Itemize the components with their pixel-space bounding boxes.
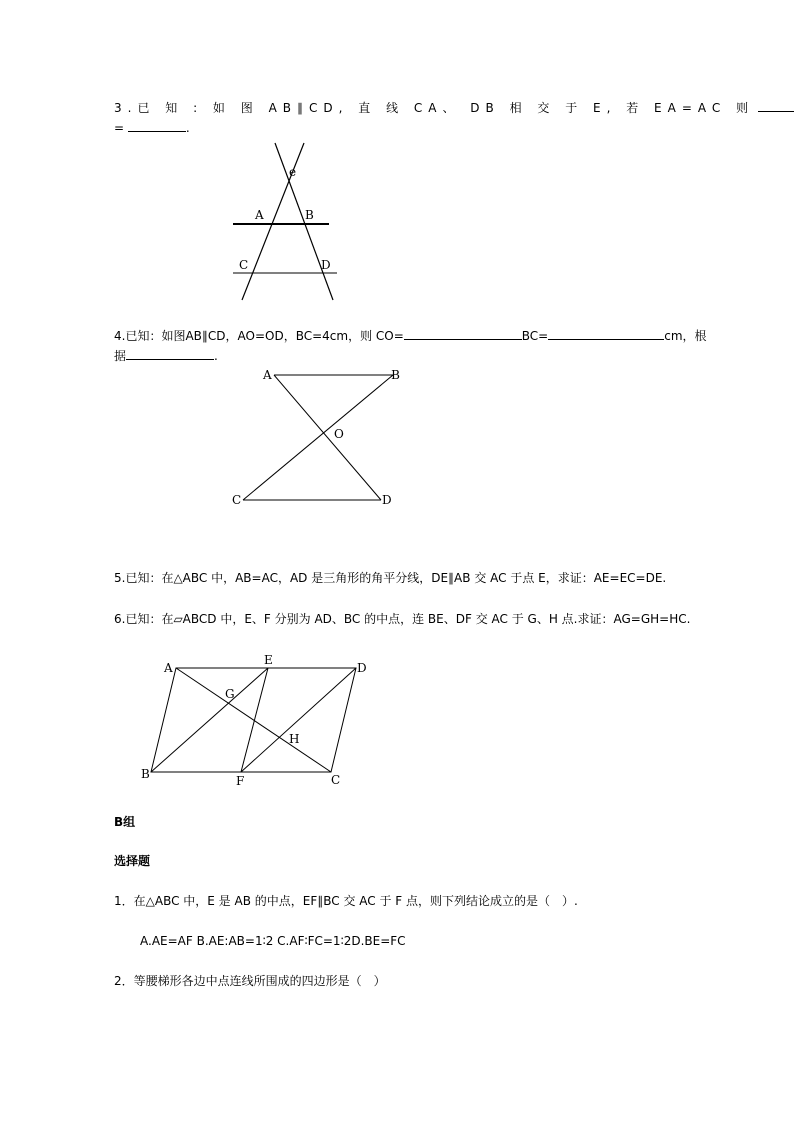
label-b: B [391,368,400,382]
label-h: H [289,732,300,746]
line-ac [176,668,331,772]
line-ad [274,375,381,500]
mc2-question: 2．等腰梯形各边中点连线所围成的四边形是（ ） [114,974,386,988]
q3-blank-2[interactable] [128,119,186,132]
q4-line2-prefix: 据 [114,349,127,363]
label-o: O [334,427,344,441]
label-d: D [321,258,331,272]
q4-text-c: cm，根 [664,329,707,343]
q3-line2 [114,119,190,136]
q6-line [114,611,690,627]
label-b: B [141,767,150,781]
q6-text: 6.已知：在▱ABCD 中，E、F 分别为 AD、BC 的中点，连 BE、DF 交 AC 于 G、H 点.求证：AG=GH=HC. [114,612,691,626]
q5-text: 5.已知：在△ABC 中，AB=AC，AD 是三角形的角平分线，DE∥AB 交 AC 于点 E，求证：AE=EC=DE. [114,571,667,585]
line-be [151,668,268,772]
q3-line1 [114,99,794,116]
label-c: C [232,493,242,507]
q4-blank-reason[interactable] [126,347,214,360]
label-c: C [239,258,249,272]
label-a: A [164,661,173,675]
label-g: G [225,687,235,701]
q4-line2-suffix: . [214,349,218,363]
line-db [275,143,333,300]
label-e: e [289,165,297,179]
q6-figure [138,650,370,792]
label-d: D [382,493,392,507]
q3-text: 3.已 知 : 如 图 AB∥CD, 直 线 CA、 DB 相 交 于 E, 若 EA=AC 则 [114,101,755,115]
label-a: A [255,208,264,222]
section-b-subtitle: 选择题 [114,854,151,868]
label-f: F [236,774,245,788]
line-ef [241,668,268,772]
q4-blank-bc[interactable] [548,327,664,340]
q4-figure [228,364,400,510]
q4-line2 [114,347,218,364]
section-b-title: B组 [114,815,136,829]
label-b: B [305,208,314,222]
mc1-options: A.AE=AF B.AE:AB=1∶2 C.AF∶FC=1∶2D.BE=FC [140,934,406,948]
q5-line [114,570,666,586]
q4-line1 [114,327,707,344]
q3-line2-prefix: = [114,121,125,135]
mc1-question: 1．在△ABC 中，E 是 AB 的中点，EF∥BC 交 AC 于 F 点，则下列结论成立的是（ ）. [114,894,578,908]
q4-text-a: 4.已知：如图AB∥CD，AO=OD，BC=4cm，则 CO= [114,329,404,343]
label-c: C [331,773,341,787]
line-df [241,668,356,772]
label-a: A [263,368,272,382]
q3-figure [225,140,345,305]
label-d: D [357,661,367,675]
q3-line2-suffix: . [185,121,190,135]
q4-text-b: BC= [521,329,549,343]
q4-blank-co[interactable] [404,327,522,340]
q3-blank-1[interactable] [758,99,794,112]
line-bc [243,375,393,500]
label-e: E [264,653,273,667]
